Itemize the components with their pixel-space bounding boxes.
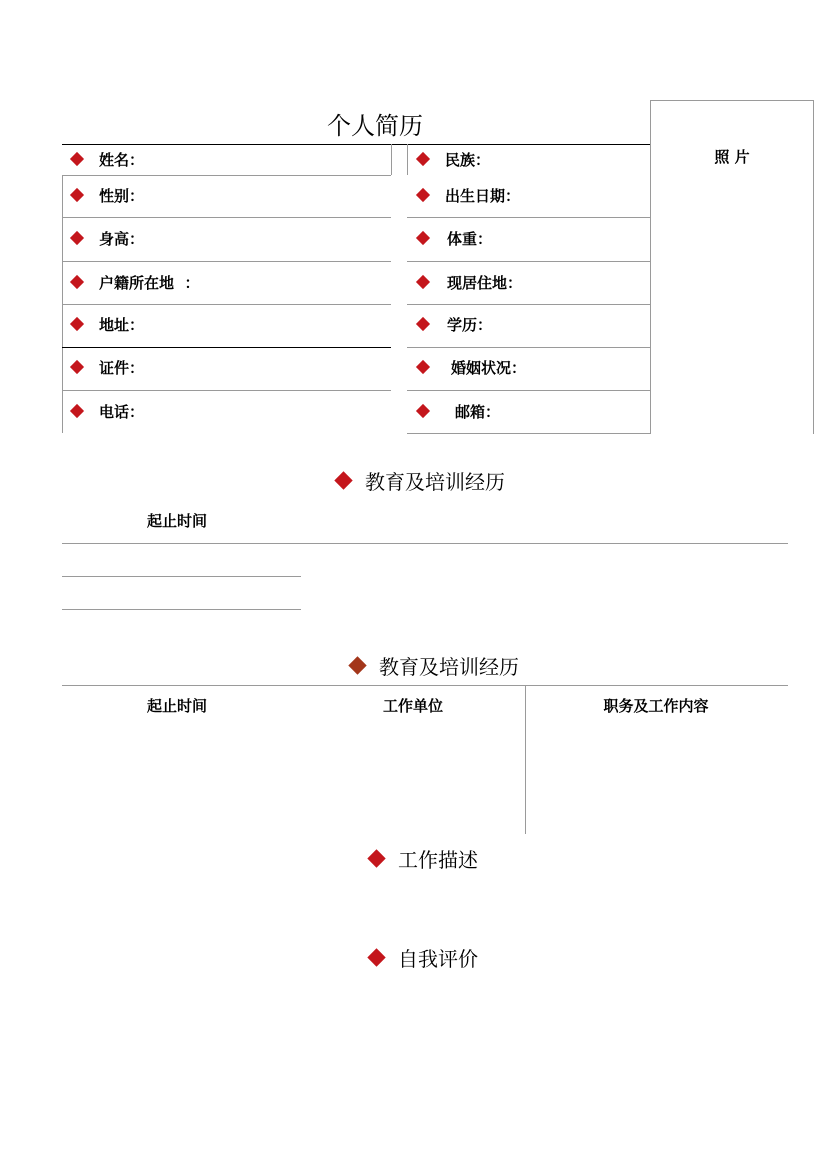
work-heading-text: 教育及培训经历 [379, 655, 519, 679]
field-phone[interactable] [72, 401, 144, 421]
info-top-rule [62, 144, 650, 145]
info-rule-5-right [407, 347, 650, 348]
work-column-divider [525, 685, 526, 834]
diamond-bullet-icon [70, 360, 84, 374]
photo-label: 照 片 [714, 148, 750, 166]
work-col-time: 起止时间 [146, 697, 207, 715]
diamond-bullet-icon [70, 231, 84, 245]
field-height[interactable] [72, 228, 144, 248]
field-label: 证件： [99, 358, 145, 377]
diamond-bullet-icon [367, 948, 385, 966]
info-divider-2 [407, 144, 408, 175]
field-label: 地址： [99, 315, 145, 334]
info-rule-6-right [407, 390, 650, 391]
diamond-bullet-icon [416, 317, 430, 331]
field-label: 姓名： [99, 150, 145, 169]
self-eval-heading-text: 自我评价 [398, 947, 478, 971]
field-label: 民族： [445, 150, 491, 169]
info-rule-2-right [407, 217, 650, 218]
info-rule-1-left [62, 175, 391, 176]
self-eval-heading [370, 943, 478, 972]
field-label: 体重： [447, 229, 493, 248]
field-gender[interactable] [72, 185, 144, 205]
field-label: 身高： [99, 229, 145, 248]
info-rule-2-left [62, 217, 391, 218]
diamond-bullet-icon [416, 404, 430, 418]
field-hukou[interactable] [72, 272, 199, 292]
diamond-bullet-icon [367, 849, 385, 867]
work-col-duty: 职务及工作内容 [603, 697, 709, 715]
info-rule-4-right [407, 304, 650, 305]
field-label: 户籍所在地 ： [99, 273, 200, 292]
field-address[interactable] [72, 314, 144, 334]
info-rule-5-left [62, 347, 391, 348]
info-divider-1 [391, 144, 392, 175]
education-heading-text: 教育及培训经历 [365, 470, 505, 494]
diamond-bullet-icon [70, 404, 84, 418]
field-education-level[interactable] [418, 314, 492, 334]
field-name[interactable] [72, 149, 144, 169]
diamond-bullet-icon [70, 275, 84, 289]
info-rule-4-left [62, 304, 391, 305]
field-label: 电话： [99, 402, 145, 421]
diamond-bullet-icon [70, 152, 84, 166]
field-ethnicity[interactable] [418, 149, 490, 169]
diamond-bullet-icon [348, 656, 366, 674]
field-label: 学历： [447, 315, 493, 334]
page-title: 个人简历 [327, 112, 423, 140]
info-rule-6-left [62, 390, 391, 391]
education-row-rule-2 [62, 609, 301, 610]
education-header-rule [62, 543, 788, 544]
field-label: 性别： [99, 186, 145, 205]
field-email[interactable] [418, 401, 500, 421]
field-label: 现居住地： [447, 273, 523, 292]
field-birthdate[interactable] [418, 185, 520, 205]
field-weight[interactable] [418, 228, 492, 248]
diamond-bullet-icon [416, 152, 430, 166]
field-label: 邮箱： [455, 402, 501, 421]
work-desc-heading-text: 工作描述 [398, 848, 478, 872]
info-rule-3-right [407, 261, 650, 262]
education-heading [337, 466, 505, 495]
work-col-company: 工作单位 [382, 697, 443, 715]
diamond-bullet-icon [334, 471, 352, 489]
diamond-bullet-icon [416, 231, 430, 245]
work-heading [351, 651, 519, 680]
education-col-time: 起止时间 [146, 512, 207, 530]
diamond-bullet-icon [416, 275, 430, 289]
info-rule-7-right [407, 433, 650, 434]
photo-box[interactable] [650, 100, 814, 434]
field-id[interactable] [72, 357, 144, 377]
field-label: 出生日期： [445, 186, 521, 205]
diamond-bullet-icon [416, 188, 430, 202]
diamond-bullet-icon [70, 317, 84, 331]
diamond-bullet-icon [70, 188, 84, 202]
work-top-rule [62, 685, 788, 686]
education-row-rule-1 [62, 576, 301, 577]
diamond-bullet-icon [416, 360, 430, 374]
info-rule-3-left [62, 261, 391, 262]
field-marital[interactable] [418, 357, 526, 377]
field-label: 婚姻状况： [451, 358, 527, 377]
work-desc-heading [370, 844, 478, 873]
field-residence[interactable] [418, 272, 522, 292]
